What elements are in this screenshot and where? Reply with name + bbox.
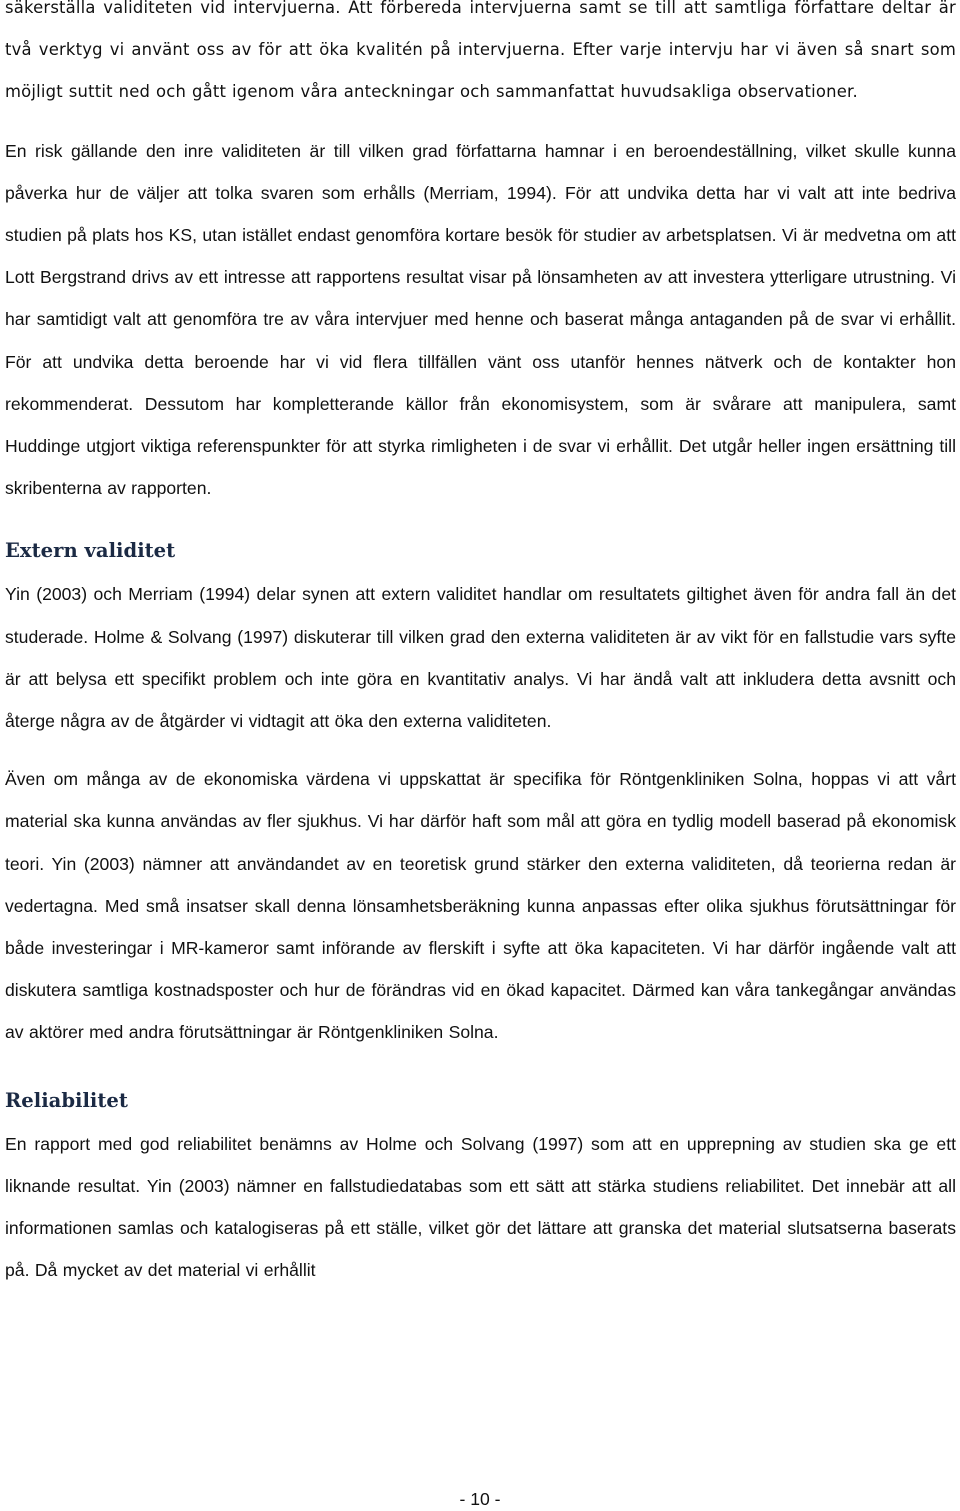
paragraph-internal-validity-risk: En risk gällande den inre validiteten är till vilken grad författarna hamnar i en beroendeställning, vilket skulle kunna påverka hur de väljer att tolka svaren som erhålls (Merriam, 1994). För att undvika detta har vi valt att inte bedriva studien på plats hos KS, utan istället endast genomföra kortare besök för studier av arbetsplatsen. Vi är medvetna om att Lott Bergstrand drivs av ett intresse att rapportens resultat visar på lönsamheten av att investera ytterligare utrustning. Vi har samtidigt valt att genomföra tre av våra intervjuer med henne och baserat många antaganden på de svar vi erhållit. För att undvika detta beroende har vi vid flera tillfällen vänt oss utanför hennes nätverk och de kontakter hon rekommenderat. Dessutom har kompletterande källor från ekonomisystem, som är svårare att manipulera, samt Huddinge utgjort viktiga referenspunkter för att styrka rimligheten i de svar vi erhållit. Det utgår heller ingen ersättning till skribenterna av rapporten. — [5, 140, 956, 499]
paragraph-external-validity-definition: Yin (2003) och Merriam (1994) delar synen att extern validitet handlar om resultatets giltighet även för andra fall än det studerade. Holme & Solvang (1997) diskuterar till vilken grad den externa validiteten är av vikt för en fallstudie vars syfte är att belysa ett specifikt problem och inte göra en kvantitativ analys. Vi har ändå valt att inkludera detta avsnitt och återge några av de åtgärder vi vidtagit att öka den externa validiteten. — [5, 584, 956, 732]
document-page — [5, 0, 956, 1291]
paragraph-reliability: En rapport med god reliabilitet benämns av Holme och Solvang (1997) som att en upprepning av studien ska ge ett liknande resultat. Yin (2003) nämner en fallstudiedatabas som ett sätt att stärka studiens reliabilitet. Det innebär att all informationen samlas och katalogiseras på ett ställe, vilket gör det lättare att granska det material slutsatserna baserats på. Då mycket av det material vi erhållit — [5, 1133, 956, 1281]
paragraph-internal-validity-end: säkerställa validiteten vid intervjuerna. Att förbereda intervjuerna samt se till att samtliga författare deltar är två verktyg vi använt oss av för att öka kvalitén på intervjuerna. Efter varje intervju har vi även så snart som möjligt suttit ned och gått igenom våra anteckningar och sammanfattat huvudsakliga observationer. — [5, 0, 956, 102]
heading-external-validity: Extern validitet — [5, 539, 176, 563]
paragraph-external-validity-measures: Även om många av de ekonomiska värdena vi uppskattat är specifika för Röntgenkliniken Solna, hoppas vi att vårt material ska kunna användas av fler sjukhus. Vi har därför haft som mål att göra en tydlig modell baserad på ekonomisk teori. Yin (2003) nämner att användandet av en teoretisk grund stärker den externa validiteten, då teorierna redan är vedertagna. Med små insatser skall denna lönsamhetsberäkning kunna anpassas efter olika sjukhus förutsättningar för både investeringar i MR-kameror samt införande av flerskift i syfte att öka kapaciteten. Vi har därför ingående valt att diskutera samtliga kostnadsposter och hur de förändras vid en ökad kapacitet. Därmed kan våra tankegångar användas av aktörer med andra förutsättningar är Röntgenkliniken Solna. — [5, 769, 956, 1043]
heading-reliability: Reliabilitet — [5, 1088, 128, 1112]
page-number: - 10 - — [459, 1489, 501, 1509]
